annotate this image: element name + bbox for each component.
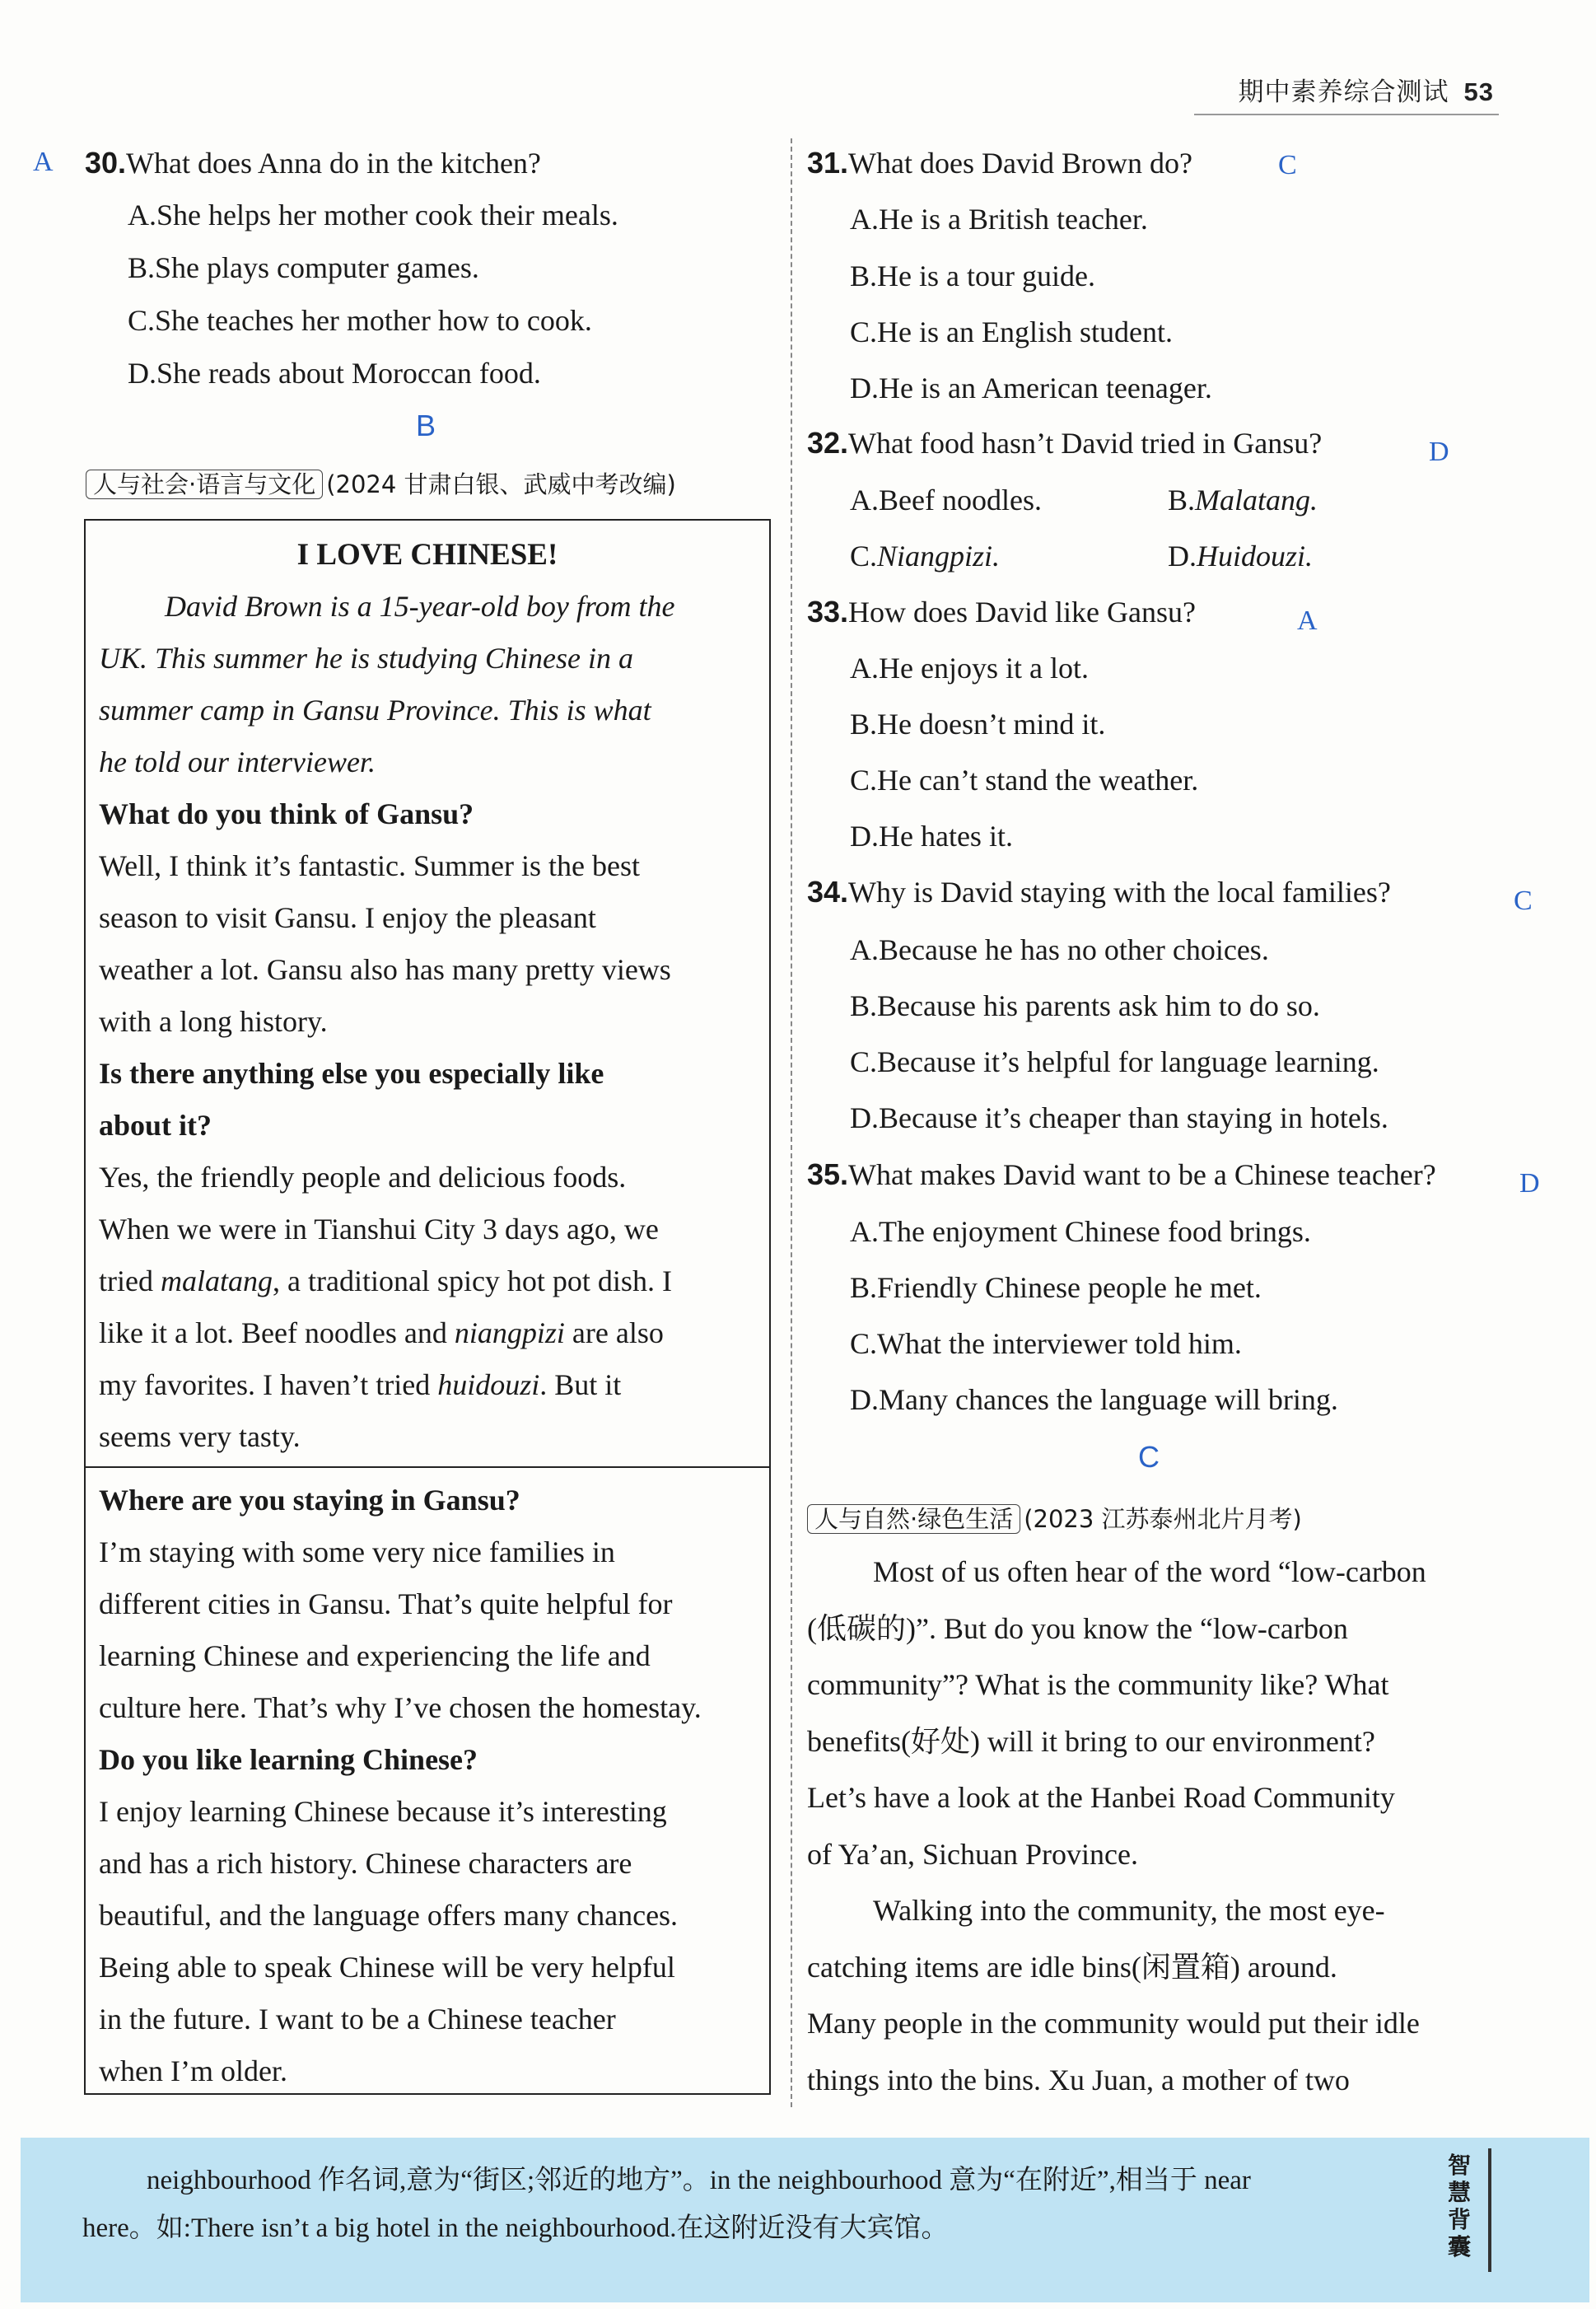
- q32-question: [807, 428, 1322, 458]
- answer-3-line-2: different cities in Gansu. That’s quite helpful for: [99, 1587, 673, 1620]
- answer-4-line-4: Being able to speak Chinese will be very helpful: [99, 1951, 675, 1984]
- q35-option-a: A.The enjoyment Chinese food brings.: [850, 1215, 1311, 1248]
- q33-number: 33.: [807, 595, 849, 629]
- passage-line-10: things into the bins. Xu Juan, a mother of two: [807, 2063, 1350, 2096]
- q32-option-d: D.Huidouzi.: [1168, 540, 1314, 573]
- answer-2-line-6: seems very tasty.: [99, 1420, 301, 1453]
- q34-option-d: D.Because it’s cheaper than staying in hotels.: [850, 1101, 1388, 1134]
- answer-3-line-4: culture here. That’s why I’ve chosen the homestay.: [99, 1691, 702, 1724]
- q30-number: 30.: [85, 146, 127, 180]
- q33-option-d: D.He hates it.: [850, 820, 1013, 853]
- q34-question: [807, 877, 1391, 907]
- interview-question-1: What do you think of Gansu?: [99, 797, 474, 830]
- answer-2-line-3: tried malatang, a traditional spicy hot pot dish. I: [99, 1264, 672, 1297]
- q32-answer: D: [1429, 437, 1449, 467]
- q32-number: 32.: [807, 426, 849, 460]
- q33-option-c: C.He can’t stand the weather.: [850, 764, 1199, 797]
- interview-question-2-line-1: Is there anything else you especially like: [99, 1057, 604, 1090]
- q34-number: 34.: [807, 875, 849, 909]
- tip-side-label: 智慧背囊: [1447, 2152, 1471, 2260]
- section-b-letter: B: [416, 409, 436, 442]
- q32-option-a: A.Beef noodles.: [850, 484, 1042, 516]
- section-c-passage: [807, 1544, 1491, 2108]
- answer-3-line-3: learning Chinese and experiencing the life and: [99, 1639, 651, 1672]
- section-c-source: (2023 江苏泰州北片月考): [1024, 1505, 1302, 1533]
- answer-4-line-2: and has a rich history. Chinese characters are: [99, 1847, 632, 1880]
- answer-2-line-1: Yes, the friendly people and delicious foods.: [99, 1161, 627, 1194]
- intro-line-1: David Brown is a 15-year-old boy from the: [165, 590, 675, 623]
- q30-option-b: B.She plays computer games.: [128, 251, 479, 284]
- q33-option-b: B.He doesn’t mind it.: [850, 708, 1106, 741]
- answer-4-line-3: beautiful, and the language offers many chances.: [99, 1899, 679, 1932]
- passage-line-2: (低碳的)”. But do you know the “low-carbon: [807, 1611, 1348, 1645]
- q33-question: [807, 597, 1196, 627]
- section-b-theme: 人与社会·语言与文化: [86, 470, 323, 499]
- q31-text: What does David Brown do?: [848, 147, 1192, 180]
- page-number: 53: [1463, 77, 1494, 106]
- q30-text: What does Anna do in the kitchen?: [126, 147, 541, 180]
- q30-option-c: C.She teaches her mother how to cook.: [128, 304, 592, 337]
- answer-4-line-6: when I’m older.: [99, 2054, 287, 2087]
- tip-line-1: neighbourhood 作名词,意为“街区;邻近的地方”。in the neighbourhood 意为“在附近”,相当于 near: [147, 2166, 1251, 2195]
- passage-line-6: of Ya’an, Sichuan Province.: [807, 1837, 1138, 1871]
- answer-4-line-1: I enjoy learning Chinese because it’s interesting: [99, 1795, 667, 1828]
- answer-2-line-5: my favorites. I haven’t tried huidouzi. But it: [99, 1368, 622, 1401]
- intro-line-4: he told our interviewer.: [99, 746, 376, 778]
- q35-option-c: C.What the interviewer told him.: [850, 1327, 1242, 1360]
- answer-2-line-4: like it a lot. Beef noodles and niangpizi are also: [99, 1316, 664, 1349]
- tip-text: [82, 2157, 1416, 2252]
- section-b-tag: [86, 466, 676, 500]
- column-divider: [791, 138, 792, 2107]
- q30-question: [85, 148, 541, 178]
- answer-1-line-1: Well, I think it’s fantastic. Summer is the best: [99, 849, 640, 882]
- q32-option-b: B.Malatang.: [1168, 484, 1318, 516]
- passage-line-8: catching items are idle bins(闲置箱) around.: [807, 1950, 1337, 1984]
- section-c-tag: [807, 1501, 1302, 1535]
- q32-option-c: C.Niangpizi.: [850, 540, 1001, 573]
- header-rule: [1194, 114, 1499, 115]
- article-title: I LOVE CHINESE!: [296, 538, 558, 572]
- q31-option-c: C.He is an English student.: [850, 316, 1173, 348]
- intro-line-3: summer camp in Gansu Province. This is what: [99, 694, 651, 727]
- section-c-letter: C: [1138, 1440, 1160, 1474]
- article-intro: [99, 581, 756, 1463]
- answer-1-line-4: with a long history.: [99, 1005, 328, 1038]
- q34-option-a: A.Because he has no other choices.: [850, 933, 1269, 966]
- header-title: 期中素养综合测试: [1238, 77, 1449, 107]
- q32-text: What food hasn’t David tried in Gansu?: [848, 427, 1323, 460]
- section-c-theme: 人与自然·绿色生活: [807, 1504, 1020, 1534]
- q35-answer: D: [1519, 1168, 1540, 1199]
- q31-option-d: D.He is an American teenager.: [850, 372, 1212, 404]
- answer-4-line-5: in the future. I want to be a Chinese teacher: [99, 2003, 616, 2036]
- q35-question: [807, 1157, 1436, 1191]
- section-b-source: (2024 甘肃白银、武威中考改编): [326, 470, 676, 498]
- q31-number: 31.: [807, 146, 849, 180]
- interview-question-2-line-2: about it?: [99, 1109, 212, 1142]
- article-part-2: [99, 1475, 756, 2097]
- tip-line-2: here。如:There isn’t a big hotel in the neighbourhood.在这附近没有大宾馆。: [82, 2213, 949, 2243]
- page-header: [1239, 71, 1494, 108]
- q34-text: Why is David staying with the local families?: [848, 876, 1391, 909]
- q31-question: [807, 148, 1192, 178]
- q33-text: How does David like Gansu?: [848, 596, 1196, 629]
- q35-option-d: D.Many chances the language will bring.: [850, 1383, 1338, 1416]
- q31-option-a: A.He is a British teacher.: [850, 203, 1148, 236]
- answer-3-line-1: I’m staying with some very nice families in: [99, 1535, 615, 1568]
- q33-option-a: A.He enjoys it a lot.: [850, 652, 1089, 685]
- q34-answer: C: [1514, 886, 1533, 916]
- article-separator: [86, 1466, 769, 1468]
- passage-line-5: Let’s have a look at the Hanbei Road Community: [807, 1781, 1395, 1814]
- passage-line-4: benefits(好处) will it bring to our environment?: [807, 1724, 1375, 1758]
- interview-question-4: Do you like learning Chinese?: [99, 1743, 478, 1776]
- q31-option-b: B.He is a tour guide.: [850, 259, 1095, 292]
- intro-line-2: UK. This summer he is studying Chinese in a: [99, 642, 634, 675]
- q34-option-b: B.Because his parents ask him to do so.: [850, 989, 1320, 1022]
- answer-1-line-3: weather a lot. Gansu also has many pretty views: [99, 953, 671, 986]
- interview-question-3: Where are you staying in Gansu?: [99, 1484, 520, 1517]
- passage-line-3: community”? What is the community like? What: [807, 1668, 1389, 1701]
- q35-option-b: B.Friendly Chinese people he met.: [850, 1271, 1262, 1304]
- q35-number: 35.: [807, 1157, 849, 1191]
- passage-line-7: Walking into the community, the most eye-: [873, 1894, 1385, 1927]
- answer-2-line-2: When we were in Tianshui City 3 days ago, we: [99, 1213, 659, 1246]
- passage-line-9: Many people in the community would put their idle: [807, 2007, 1420, 2040]
- q30-option-d: D.She reads about Moroccan food.: [128, 357, 541, 390]
- passage-line-1: Most of us often hear of the word “low-carbon: [873, 1555, 1426, 1588]
- q33-answer: A: [1297, 605, 1318, 636]
- q31-answer: C: [1278, 150, 1297, 180]
- answer-1-line-2: season to visit Gansu. I enjoy the pleasant: [99, 901, 596, 934]
- q30-answer: A: [33, 147, 54, 177]
- q30-option-a: A.She helps her mother cook their meals.: [128, 199, 618, 231]
- q35-text: What makes David want to be a Chinese teacher?: [848, 1158, 1436, 1191]
- q34-option-c: C.Because it’s helpful for language learning.: [850, 1045, 1379, 1078]
- tip-side-bar: [1488, 2148, 1491, 2272]
